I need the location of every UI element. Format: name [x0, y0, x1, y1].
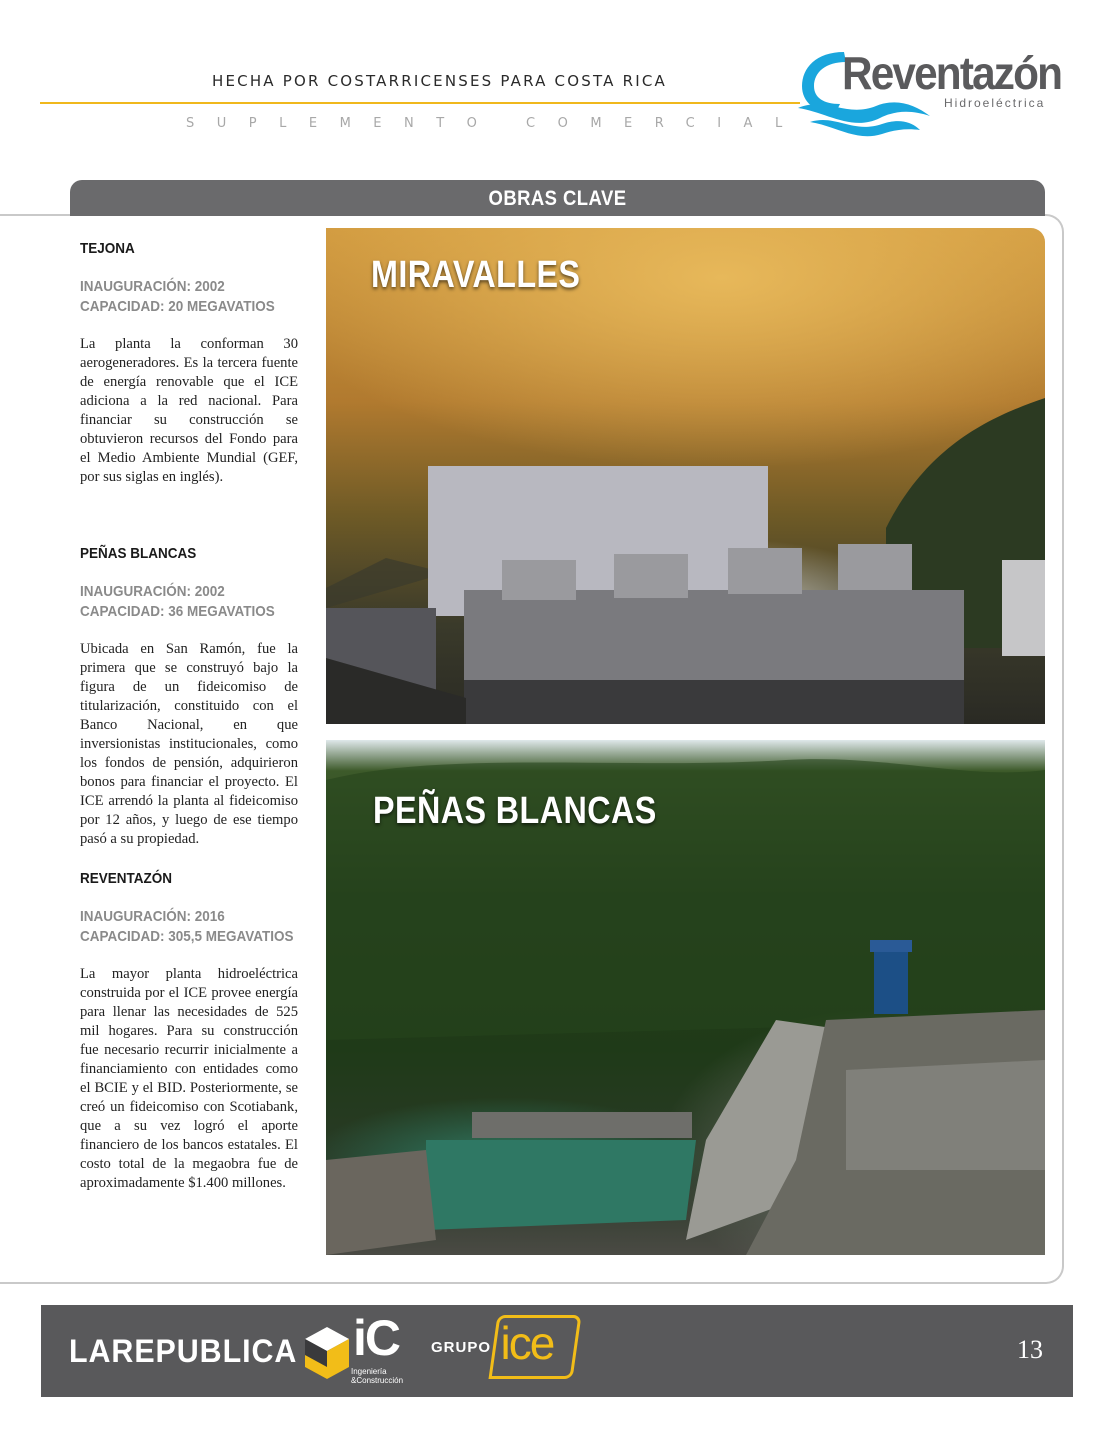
logo-subtitle: Hidroeléctrica — [944, 96, 1046, 110]
section-title: OBRAS CLAVE — [488, 187, 627, 210]
ice-logo-text: ice — [500, 1317, 554, 1369]
plant-description: La mayor planta hidroeléctrica construida por el ICE provee energía para llenar las necesidades de 525 mil hogares. Para su construcción fue necesario recurrir inicialmente a financiamiento con entidades como el BCIE y el BID. Posteriormente, se creó un fideicomiso con Scotiabank, que a su vez logró el aporte financiero de los bancos estatales. El costo total de la megaobra fue de aproximadamente $1.400 millones. — [80, 966, 298, 1191]
reventazon-logo — [796, 46, 1062, 138]
geothermal-plant-illustration — [326, 228, 1045, 724]
photo-miravalles — [326, 228, 1045, 724]
plant-capacity: CAPACIDAD: 305,5 MEGAVATIOS — [80, 928, 294, 945]
plant-penas-blancas — [80, 545, 298, 849]
header-subtitle: SUPLEMENTO COMERCIAL — [186, 116, 805, 131]
header-title: HECHA POR COSTARRICENSES PARA COSTA RICA — [212, 72, 667, 90]
section-tab — [70, 180, 1045, 216]
header-divider — [40, 102, 800, 104]
plant-name: PEÑAS BLANCAS — [80, 545, 197, 562]
plant-reventazon — [80, 870, 298, 1193]
plant-inauguration: INAUGURACIÓN: 2016 — [80, 908, 225, 925]
grupo-label: GRUPO — [431, 1339, 492, 1356]
ic-logo-text: iC — [353, 1310, 399, 1366]
la-republica-logo: LAREPUBLICA — [69, 1333, 298, 1369]
ic-cube-icon — [299, 1321, 353, 1385]
ice-logo — [489, 1315, 582, 1379]
page-number: 13 — [1017, 1335, 1043, 1364]
photo-label: MIRAVALLES — [371, 254, 581, 296]
plant-tejona — [80, 240, 298, 487]
ic-logo-subtitle: Ingeniería &Construcción — [351, 1367, 404, 1385]
logo-name: Reventazón — [842, 47, 1062, 99]
plant-meta — [80, 277, 276, 317]
plant-description: Ubicada en San Ramón, fue la primera que se construyó bajo la figura de un fideicomiso de titularización, constituido con el Banco Nacional, en que inversionistas institucionales, como los fondos de pensión, adquirieron bonos para financiar el proyecto. El ICE arrendó la planta al fideicomiso por 12 años, y luego de ese tiempo pasó a su propiedad. — [80, 641, 298, 847]
photo-penas-blancas — [326, 740, 1045, 1255]
plant-inauguration: INAUGURACIÓN: 2002 — [80, 278, 225, 295]
photo-label: PEÑAS BLANCAS — [373, 790, 657, 832]
plant-meta — [80, 582, 276, 622]
ic-logo — [299, 1310, 411, 1391]
plant-capacity: CAPACIDAD: 20 MEGAVATIOS — [80, 298, 275, 315]
plant-meta — [80, 907, 294, 947]
footer-bar — [41, 1305, 1073, 1397]
plant-description: La planta la conforman 30 aerogeneradores. Es la tercera fuente de energía renovable que el ICE adiciona a la red nacional. Para financiar su construcción se obtuvieron recursos del Fondo para el Medio Ambiente Mundial (GEF, por sus siglas en inglés). — [80, 336, 298, 485]
plant-name: TEJONA — [80, 240, 135, 257]
plant-inauguration: INAUGURACIÓN: 2002 — [80, 583, 225, 600]
plant-name: REVENTAZÓN — [80, 870, 173, 887]
plant-capacity: CAPACIDAD: 36 MEGAVATIOS — [80, 603, 275, 620]
